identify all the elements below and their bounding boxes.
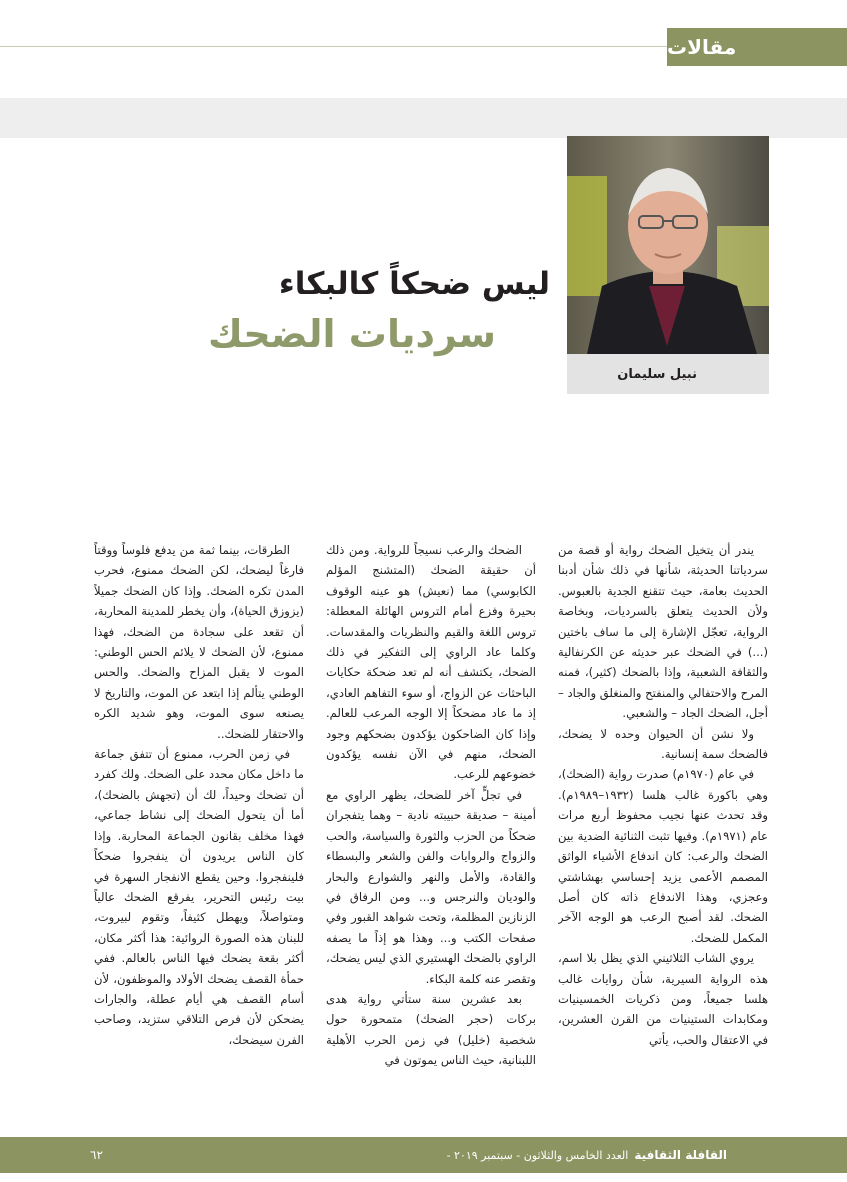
article-kicker: ليس ضحكاً كالبكاء bbox=[278, 266, 550, 302]
page-number: ٦٢ bbox=[90, 1148, 103, 1162]
header-band bbox=[0, 98, 847, 138]
paragraph: في تجلٍّ آخر للضحك، يظهر الراوي مع أمينة – صديقة حبيبته نادية – وهما يتفجران ضحكاً من الحزب والثورة والسياسة، والحب والزواج والروايات والفن والشعر والبسطاء والقادة، والأمل والنهر والشوارع والبحار والوديان والنرجس و... ومن الرفاق في الزنازين المظلمة، وتحت شواهد القبور وفي صفحات الكتب و... وهذا هو إذاً ما يصفه الراوي بالضحك الهستيري الذي ليس يضحك، وتقصر عنه كلمة البكاء. bbox=[326, 787, 536, 986]
paragraph: في زمن الحرب، ممنوع أن تتفق جماعة ما داخل مكان محدد على الضحك. ولك كفرد أن تضحك وحيداً، لك أن (تجهش بالضحك)، أما أن يتحول الضحك إلى نشاط جماعي، فهذا مخلف بقانون الجماعة المحاربة. وإذا كان الناس يريدون أن ينفجروا ضحكاً فلينفجروا. وحين يقطع الانفجار السهرة في بيت رئيس التحرير، يفرقع الضحك عالياً ومتواصلاً، ويهطل كثيفاً، وتقوم لبيروت، للبنان هذه الصورة الروائية: هذا أكثر مكان، أكثر بقعة يضحك فيها الناس بالعالم. ففي حمأة القصف يضحك الأولاد والموظفون، لأن أسام القصف هي أيام عطلة، والجارات يضحكن لأن فرص التلاقي ستزيد، وصاحب الفرن سيضحك، bbox=[94, 747, 304, 1047]
article-headline: سرديات الضحك bbox=[208, 312, 496, 356]
paragraph: ولا نشن أن الحيوان وحده لا يضحك، فالضحك سمة إنسانية. bbox=[558, 726, 768, 762]
page-footer bbox=[0, 1137, 847, 1173]
paragraph: يروي الشاب الثلاثيني الذي يظل بلا اسم، هذه الرواية السيرية، شأن روايات غالب هلسا جميعاً، ومن ذكريات الخمسينيات ومكابدات الستينيات من القرن العشرين، في الاعتقال والحب، يأتي bbox=[558, 951, 768, 1047]
author-caption bbox=[567, 354, 769, 394]
paragraph: بعد عشرين سنة ستأتي رواية هدى بركات (حجر الضحك) متمحورة حول شخصية (خليل) في زمن الحرب الأهلية اللبنانية، حيث الناس يموتون في bbox=[326, 991, 536, 1068]
issue-info: العدد الخامس والثلاثون - سبتمبر ٢٠١٩ - bbox=[446, 1148, 629, 1162]
paragraph: يندر أن يتخيل الضحك رواية أو قصة من سردياتنا الحديثة، شأنها في ذلك شأن أدبنا الحديث بعامة، حيث تتقنع الجدية بالعبوس. ولأن الحديث يتعلق بالسرديات، وبخاصة الرواية، تعجّل الإشارة إلى ما ساف باختين (...) في الضحك عبر حديثه عن الكرنفالية والثقافة الشعبية، وإذا بالضحك (كثير)، فمنه المرح والاحتفالي والمنفتح والمنغلق والجاد – أجل، الضحك الجاد – والشعبي. bbox=[558, 543, 768, 721]
section-tab bbox=[667, 28, 847, 66]
magazine-name: القافلة الثقافية bbox=[634, 1148, 727, 1162]
author-name: نبيل سليمان bbox=[617, 366, 697, 382]
column-left bbox=[94, 540, 304, 1122]
author-portrait bbox=[567, 136, 769, 354]
paragraph: الضحك والرعب نسيجاً للرواية. ومن ذلك أن حقيقة الضحك (المتشنج المؤلم الكابوسي) مما (نعيش) هو عينه الوقوف بحيرة وفزع أمام التروس الهائلة المعطلة: تروس اللغة والقيم والنظريات والمقدسات. وكلما عاد الراوي إلى التفكير في ذلك الضحك، يكتشف أنه لم تعد ضحكة حكايات الباحثات عن الزواج، أو سوء التفاهم العادي، إذ ما عاد مضحكاً إلا الوجه المرعب للعالم. وإذا كان الضاحكون يؤكدون بضحكهم وجود الضحك، منهم في الآن نفسه يؤكدون خضوعهم للرعب. bbox=[326, 543, 536, 782]
paragraph: الطرقات، بينما ثمة من يدفع فلوساً ووقتاً فارغاً ليضحك، لكن الضحك ممنوع، فحرب المدن تكره الضحك. وإذا كان الضحك جميلاً (يزوزق الحياة)، وأن يخطر للمدينة المحاربة، أن تقعد على سجادة من الضحك، فهذا ممنوع، لأن الضحك لا يلائم الحس الوطني: الموت لا يقبل المزاح والضحك. والحس الوطني يتألم إذا ابتعد عن الموت، والتاريخ لا يصنعه سوى الموت، وهو شديد الكره والاحتقار للضحك.. bbox=[94, 543, 304, 741]
article-body bbox=[94, 540, 768, 1122]
author-photo-frame bbox=[567, 136, 769, 394]
paragraph: في عام (١٩٧٠م) صدرت رواية (الضحك)، وهي باكورة غالب هلسا (١٩٣٢–١٩٨٩م). وقد تحدث عنها نجيب محفوظ أربع مرات عام (١٩٧١م). وفيها تثبت الثنائية الضدية بين الضحك والرعب: كان اندفاع الأشياء الواثق المصمم الأعمى يزيد إحساسي بهشاشتي وعجزي، وهذا الاندفاع ذاته كان أصل الضحك. لقد أصبح الرعب هو الوجه الآخر المكمل للضحك. bbox=[558, 767, 768, 945]
author-photo bbox=[567, 136, 769, 354]
column-right bbox=[558, 540, 768, 1122]
section-label: مقالات bbox=[667, 35, 737, 59]
column-middle bbox=[326, 540, 536, 1122]
top-rule bbox=[0, 46, 667, 47]
